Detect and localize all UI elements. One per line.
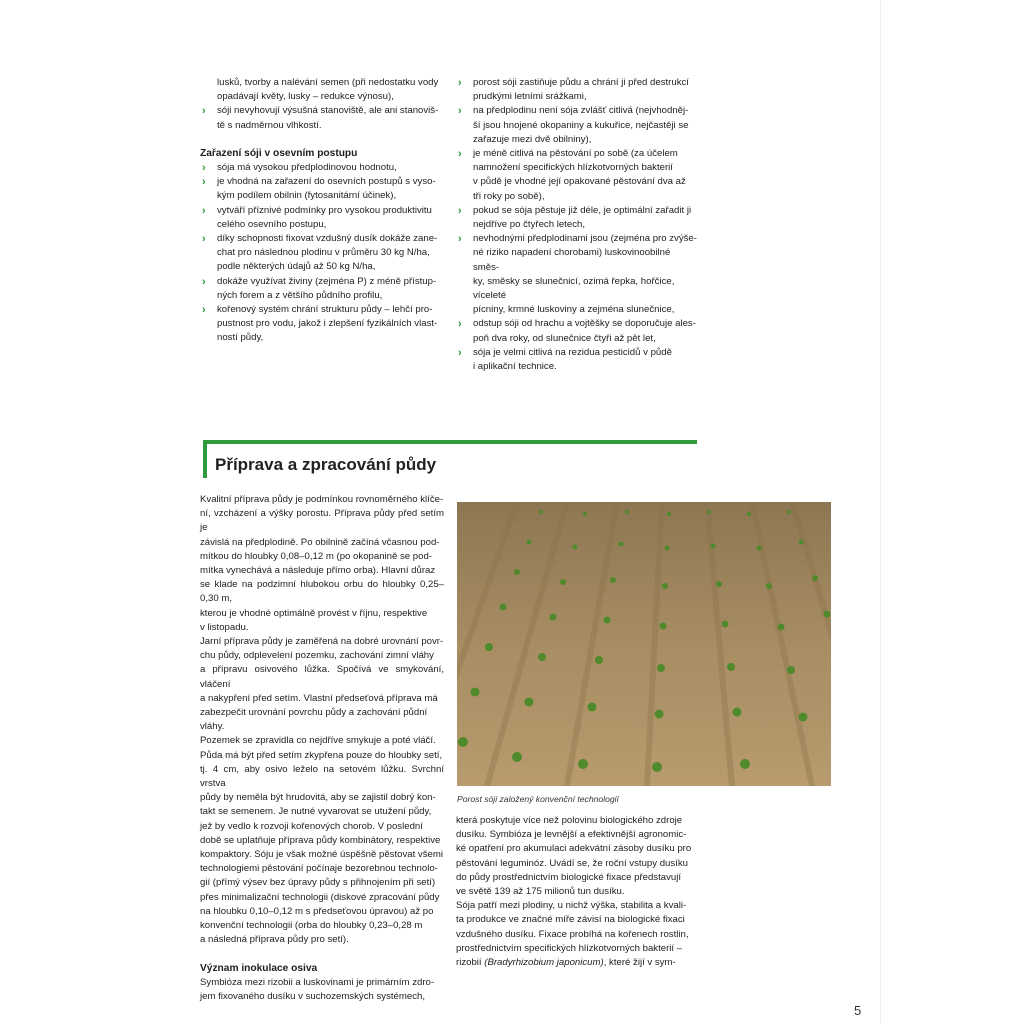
text-line: pícniny, krmné luskoviny a zejména slunečnice, — [473, 304, 675, 316]
text-line: a nakypření před setím. Vlastní předseťová příprava má — [200, 692, 438, 704]
text-line: konvenční technologii (orba do hloubky 0,23–0,28 m — [200, 920, 423, 932]
list-item — [456, 147, 698, 204]
text-line: v půdě je vhodné její opakované pěstování dva až — [473, 176, 686, 188]
text-line: tj. 4 cm, aby osivo leželo na setovém lůžku. Svrchní vrstva — [200, 763, 444, 790]
page-edge-line — [880, 0, 881, 1024]
text-line: na hloubku 0,10–0,12 m s předseťovou úpravou) až po — [200, 905, 434, 917]
paragraph — [200, 976, 444, 1004]
text-line: ké opatření pro akumulaci adekvátní zásoby dusíku pro — [456, 843, 692, 855]
list-item — [200, 161, 446, 175]
text-line: gií (přímý výsev bez úpravy půdy s přihnojením při setí) — [200, 877, 436, 889]
photo-caption: Porost sóji založený konvenční technologií — [457, 794, 619, 804]
text-line: době se uplatňuje příprava půdy kombinátory, respektive — [200, 834, 441, 846]
text-line: celého osevního postupu, — [217, 218, 327, 230]
text-line: pěstování leguminóz. Uvádí se, že roční vstupy dusíku — [456, 857, 688, 869]
text-span: , které žijí v sym- — [603, 957, 676, 969]
text-line: je vhodná na zařazení do osevních postupů s vyso- — [217, 176, 436, 188]
chevron-right-icon: › — [202, 233, 206, 246]
paragraph — [200, 493, 444, 635]
text-line: Symbióza mezi rizobii a luskovinami je primárním zdro- — [200, 976, 435, 988]
text-line: ší jsou hnojené okopaniny a kukuřice, nejčastěji se — [473, 119, 689, 131]
list-item — [200, 204, 446, 232]
text-line: kterou je vhodné optimálně provést v říjnu, respektive — [200, 607, 428, 619]
text-line: i aplikační technice. — [473, 361, 557, 373]
text-line: a následná příprava půdy pro setí). — [200, 934, 349, 946]
chevron-right-icon: › — [458, 233, 462, 246]
text-line: sója má vysokou předplodinovou hodnotu, — [217, 162, 397, 174]
top-left-column — [200, 76, 446, 346]
chevron-right-icon: › — [202, 204, 206, 217]
text-line: chat pro následnou plodinu v průměru 30 kg N/ha, — [217, 247, 430, 259]
list-item — [200, 232, 446, 275]
subheading: Zařazení sóji v osevním postupu — [200, 147, 358, 159]
bottom-left-column — [200, 493, 444, 1004]
list-item — [200, 275, 446, 303]
text-line: takt se semenem. Je nutné vyvarovat se utužení půdy, — [200, 806, 432, 818]
bottom-right-column — [456, 814, 700, 970]
paragraph — [456, 899, 700, 970]
list-item — [456, 232, 698, 317]
text-line — [456, 956, 700, 970]
text-line: je méně citlivá na pěstování po sobě (za účelem — [473, 148, 678, 160]
text-line: která poskytuje více než polovinu biologického zdroje — [456, 815, 683, 826]
text-span: rizobií — [456, 957, 485, 969]
text-line: Pozemek se zpravidla co nejdříve smykuje a poté vláčí. — [200, 735, 436, 747]
page-number: 5 — [854, 1003, 862, 1018]
text-line: mítka vynechává a následuje přímo orba). Hlavní důraz — [200, 565, 436, 577]
text-line: prudkými letními srážkami, — [473, 91, 587, 103]
text-line: vláhy. — [200, 721, 225, 733]
top-right-column — [456, 76, 698, 374]
paragraph — [200, 635, 444, 734]
chevron-right-icon: › — [202, 105, 206, 118]
text-line: nejdříve po čtyřech letech, — [473, 219, 585, 231]
section-title: Příprava a zpracování půdy — [215, 455, 437, 474]
chevron-right-icon: › — [458, 204, 462, 217]
paragraph — [200, 734, 444, 947]
chevron-right-icon: › — [458, 148, 462, 161]
text-line: poň dva roky, od slunečnice čtyři až pět let, — [473, 332, 656, 344]
text-line: ky, směsky se slunečnicí, ozimá řepka, hořčice, víceleté — [473, 275, 675, 302]
text-line: lusků, tvorby a nalévání semen (při nedostatku vody — [217, 77, 439, 88]
text-line: Půda má být před setím zkypřena pouze do hloubky setí, — [200, 749, 443, 761]
text-line: ností půdy, — [217, 332, 264, 344]
list-item — [456, 76, 698, 104]
text-line: né riziko napadení chorobami) luskovinoobilné směs- — [473, 247, 671, 273]
text-line: jem fixovaného dusíku v suchozemských systémech, — [200, 990, 426, 1002]
text-line: a přípravu osivového lůžka. Spočívá ve smykování, vláčení — [200, 664, 444, 690]
text-line: technologiemi pěstování počínaje bezorebnou technolo- — [200, 863, 438, 875]
text-line: sója je velmi citlivá na rezidua pesticidů v půdě — [473, 346, 672, 358]
text-line: odstup sóji od hrachu a vojtěšky se doporučuje ales- — [473, 318, 696, 330]
list-item — [456, 104, 698, 147]
text-line: sóji nevyhovují výsušná stanoviště, ale ani stanoviš- — [217, 105, 439, 117]
text-line: závislá na předplodině. Po obilnině začíná včasnou pod- — [200, 536, 440, 548]
list-item — [456, 317, 698, 345]
chevron-right-icon: › — [458, 318, 462, 331]
text-line: dusíku. Symbióza je levnější a efektivnější agronomic- — [456, 829, 687, 841]
text-line: kořenový systém chrání strukturu půdy – lehčí pro- — [217, 304, 433, 316]
chevron-right-icon: › — [202, 275, 206, 288]
text-line: dokáže využívat živiny (zejména P) z méně přístup- — [217, 275, 437, 287]
text-line: zařazuje mezi dvě obilniny), — [473, 133, 592, 145]
text-line: chu půdy, odplevelení pozemku, zachování zimní vláhy — [200, 650, 434, 662]
chevron-right-icon: › — [458, 77, 462, 89]
soybean-field-photo — [457, 502, 831, 786]
text-line: ve světě 139 až 175 milionů tun dusíku. — [456, 886, 625, 898]
text-line: prostřednictvím specifických hlízkotvorných bakterií – — [456, 942, 683, 954]
chevron-right-icon: › — [202, 304, 206, 317]
text-line: ní, vzcházení a výšky porostu. Příprava půdy před setím je — [200, 508, 444, 534]
text-line: Jarní příprava půdy je zaměřená na dobré urovnání povr- — [200, 636, 444, 648]
text-line: půdy by neměla být hrudovitá, aby se zajistil dobrý kon- — [200, 792, 436, 804]
text-line: tři roky po sobě), — [473, 190, 545, 202]
text-line: pokud se sója pěstuje již déle, je optimální zařadit ji — [473, 204, 692, 216]
text-line: porost sóji zastiňuje půdu a chrání ji před destrukcí — [473, 77, 689, 88]
text-line: vytváří příznivé podmínky pro vysokou produktivitu — [217, 204, 432, 216]
text-line: tě s nadměrnou vlhkostí. — [217, 119, 322, 131]
text-line: Sója patří mezi plodiny, u nichž výška, stabilita a kvali- — [456, 900, 687, 912]
list-item — [200, 175, 446, 203]
text-line: zabezpečit urovnání povrchu půdy a zachování půdní — [200, 707, 428, 719]
chevron-right-icon: › — [202, 162, 206, 175]
list-item — [200, 104, 446, 132]
text-line: kým podílem obilnin (fytosanitární účinek), — [217, 190, 397, 202]
text-line: podle některých údajů až 50 kg N/ha, — [217, 261, 376, 273]
text-line: jež by vedlo k rozvoji kořenových chorob. V poslední — [200, 820, 423, 832]
species-name: (Bradyrhizobium japonicum) — [484, 957, 604, 969]
text-line: v listopadu. — [200, 621, 249, 633]
list-item — [200, 303, 446, 346]
text-line: díky schopnosti fixovat vzdušný dusík dokáže zane- — [217, 233, 438, 245]
chevron-right-icon: › — [458, 105, 462, 118]
text-line: mítkou do hloubky 0,08–0,12 m (po okopanině se pod- — [200, 550, 433, 562]
text-line: přes minimalizační technologii (diskové zpracování půdy — [200, 891, 440, 903]
subheading: Význam inokulace osiva — [200, 962, 318, 974]
chevron-right-icon: › — [202, 176, 206, 189]
section-bar — [203, 440, 207, 478]
list-item — [456, 346, 698, 374]
section-rule — [203, 440, 697, 444]
text-line: se klade na podzimní hlubokou orbu do hloubky 0,25–0,30 m, — [200, 579, 444, 605]
text-line: vzdušného dusíku. Fixace probíhá na kořenech rostlin, — [456, 928, 689, 940]
text-line: nevhodnými předplodinami jsou (zejména pro zvýše- — [473, 233, 697, 245]
text-line: ných forem a z většího půdního profilu, — [217, 289, 383, 301]
text-line: Kvalitní příprava půdy je podmínkou rovnoměrného klíče- — [200, 494, 444, 505]
text-line: ta produkce ve značné míře závisí na biologické fixaci — [456, 914, 685, 926]
text-line: na předplodinu není sója zvlášť citlivá (nejvhodněj- — [473, 105, 689, 117]
chevron-right-icon: › — [458, 346, 462, 359]
text-line: kompaktory. Sóju je však možné úspěšně pěstovat všemi — [200, 849, 443, 861]
text-line: do půdy prostřednictvím biologické fixace představují — [456, 871, 682, 883]
text-line: pustnost pro vodu, jakož i zlepšení fyzikálních vlast- — [217, 318, 438, 330]
text-line: namnožení specifických hlízkotvorných bakterií — [473, 162, 673, 174]
text-line: opadávají květy, lusky – redukce výnosu), — [217, 91, 394, 103]
paragraph — [456, 814, 700, 899]
list-item — [456, 204, 698, 232]
